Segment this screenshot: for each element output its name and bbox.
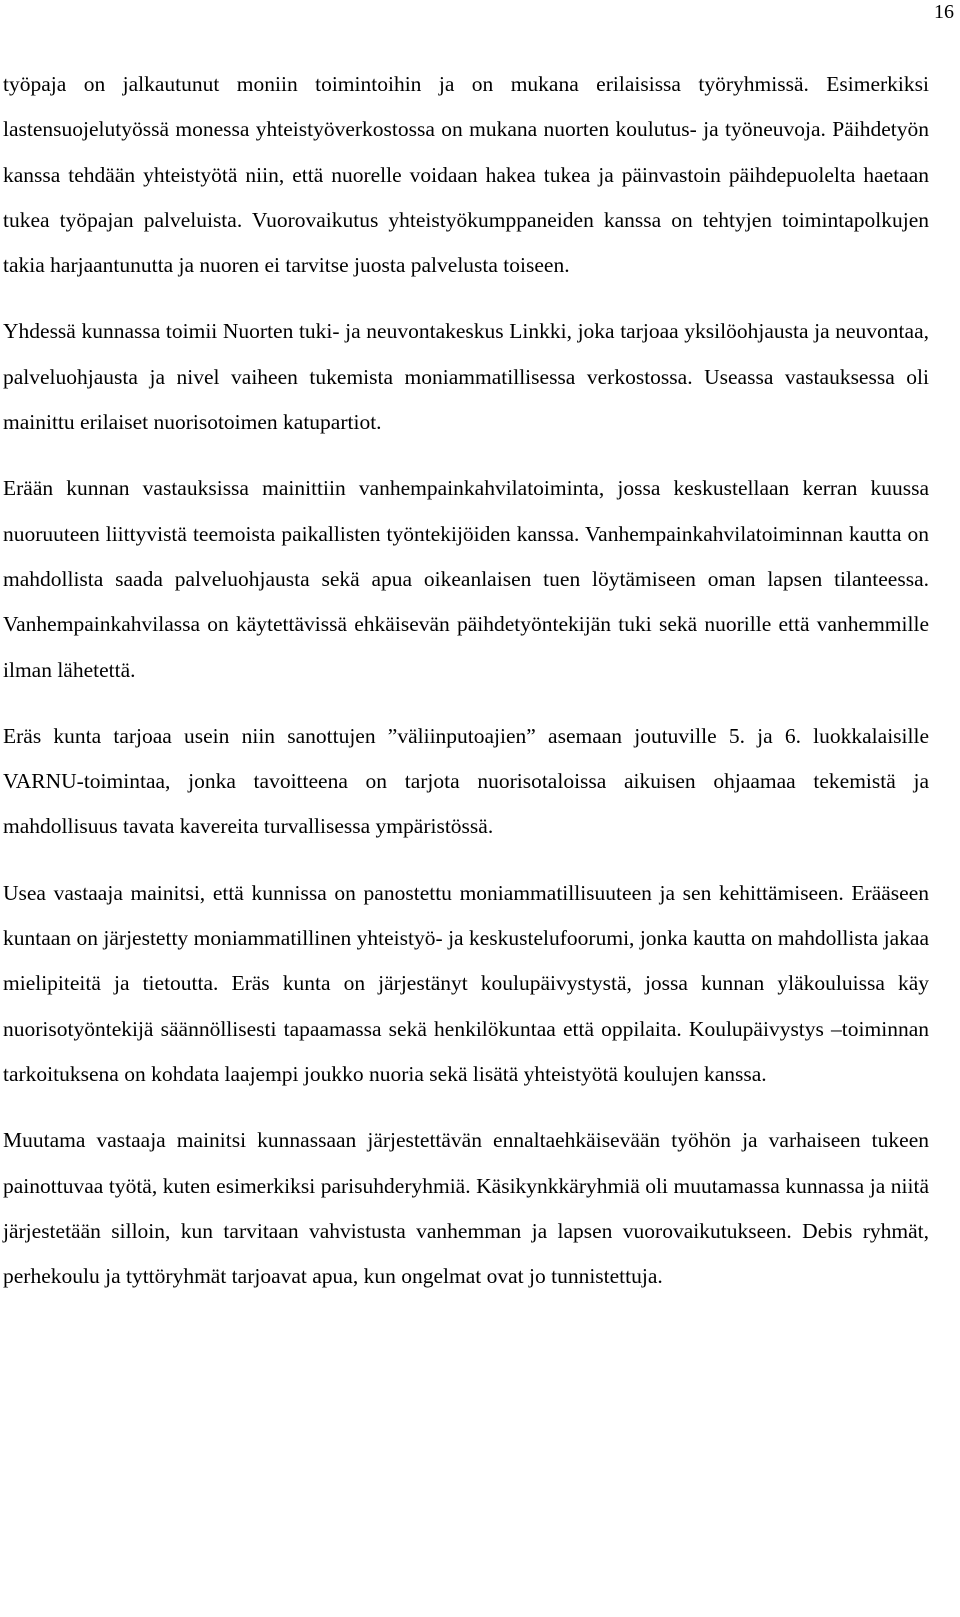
page-number: 16 bbox=[934, 1, 954, 23]
paragraph-multiprofessional: Usea vastaaja mainitsi, että kunnissa on panostettu moniammatillisuuteen ja sen kehittämiseen. Erääseen kuntaan on järjestetty moniammatillinen yhteistyö- ja keskustelufoorumi, jonka kautta on mahdollista jakaa mielipiteitä ja tietoutta. Eräs kunta on järjestänyt koulupäivystystä, jossa kunnan yläkouluissa käy nuorisotyöntekijä säännöllisesti tapaamassa sekä henkilökuntaa että oppilaita. Koulupäivystys –toiminnan tarkoituksena on kohdata laajempi joukko nuoria sekä lisätä yhteistyötä koulujen kanssa. bbox=[3, 880, 929, 1086]
paragraph-linkki-center: Yhdessä kunnassa toimii Nuorten tuki- ja neuvontakeskus Linkki, joka tarjoaa yksilöohjausta ja neuvontaa, palveluohjausta ja nivel vaiheen tukemista moniammatillisessa verkostossa. Useassa vastauksessa oli mainittu erilaiset nuorisotoimen katupartiot. bbox=[3, 319, 929, 435]
paragraph-varnu: Eräs kunta tarjoaa usein niin sanottujen ”väliinputoajien” asemaan joutuville 5. ja 6. luokkalaisille VARNU-toimintaa, jonka tavoitteena on tarjota nuorisotaloissa aikuisen ohjaamaa tekemistä ja mahdollisuus tavata kavereita turvallisessa ympäristössä. bbox=[3, 723, 929, 839]
document-body bbox=[3, 62, 929, 1299]
paragraph-early-support: Muutama vastaaja mainitsi kunnassaan järjestettävän ennaltaehkäisevään työhön ja varhaiseen tukeen painottuvaa työtä, kuten esimerkiksi parisuhderyhmiä. Käsikynkkäryhmiä oli muutamassa kunnassa ja niitä järjestetään silloin, kun tarvitaan vahvistusta vanhemman ja lapsen vuorovaikutukseen. Debis ryhmät, perhekoulu ja tyttöryhmät tarjoavat apua, kun ongelmat ovat jo tunnistettuja. bbox=[3, 1128, 929, 1289]
paragraph-workshop-collaboration: työpaja on jalkautunut moniin toimintoihin ja on mukana erilaisissa työryhmissä. Esimerkiksi lastensuojelutyössä monessa yhteistyöverkostossa on mukana nuorten koulutus- ja työneuvoja. Päihdetyön kanssa tehdään yhteistyötä niin, että nuorelle voidaan hakea tukea ja päinvastoin päihdepuolelta haetaan tukea työpajan palveluista. Vuorovaikutus yhteistyökumppaneiden kanssa on tehtyjen toimintapolkujen takia harjaantunutta ja nuoren ei tarvitse juosta palvelusta toiseen. bbox=[3, 72, 929, 278]
paragraph-parent-cafe: Erään kunnan vastauksissa mainittiin vanhempainkahvilatoiminta, jossa keskustellaan kerran kuussa nuoruuteen liittyvistä teemoista paikallisten työntekijöiden kanssa. Vanhempainkahvilatoiminnan kautta on mahdollista saada palveluohjausta sekä apua oikeanlaisen tuen löytämiseen oman lapsen tilanteessa. Vanhempainkahvilassa on käytettävissä ehkäisevän päihdetyöntekijän tuki sekä nuorille että vanhemmille ilman lähetettä. bbox=[3, 476, 929, 682]
